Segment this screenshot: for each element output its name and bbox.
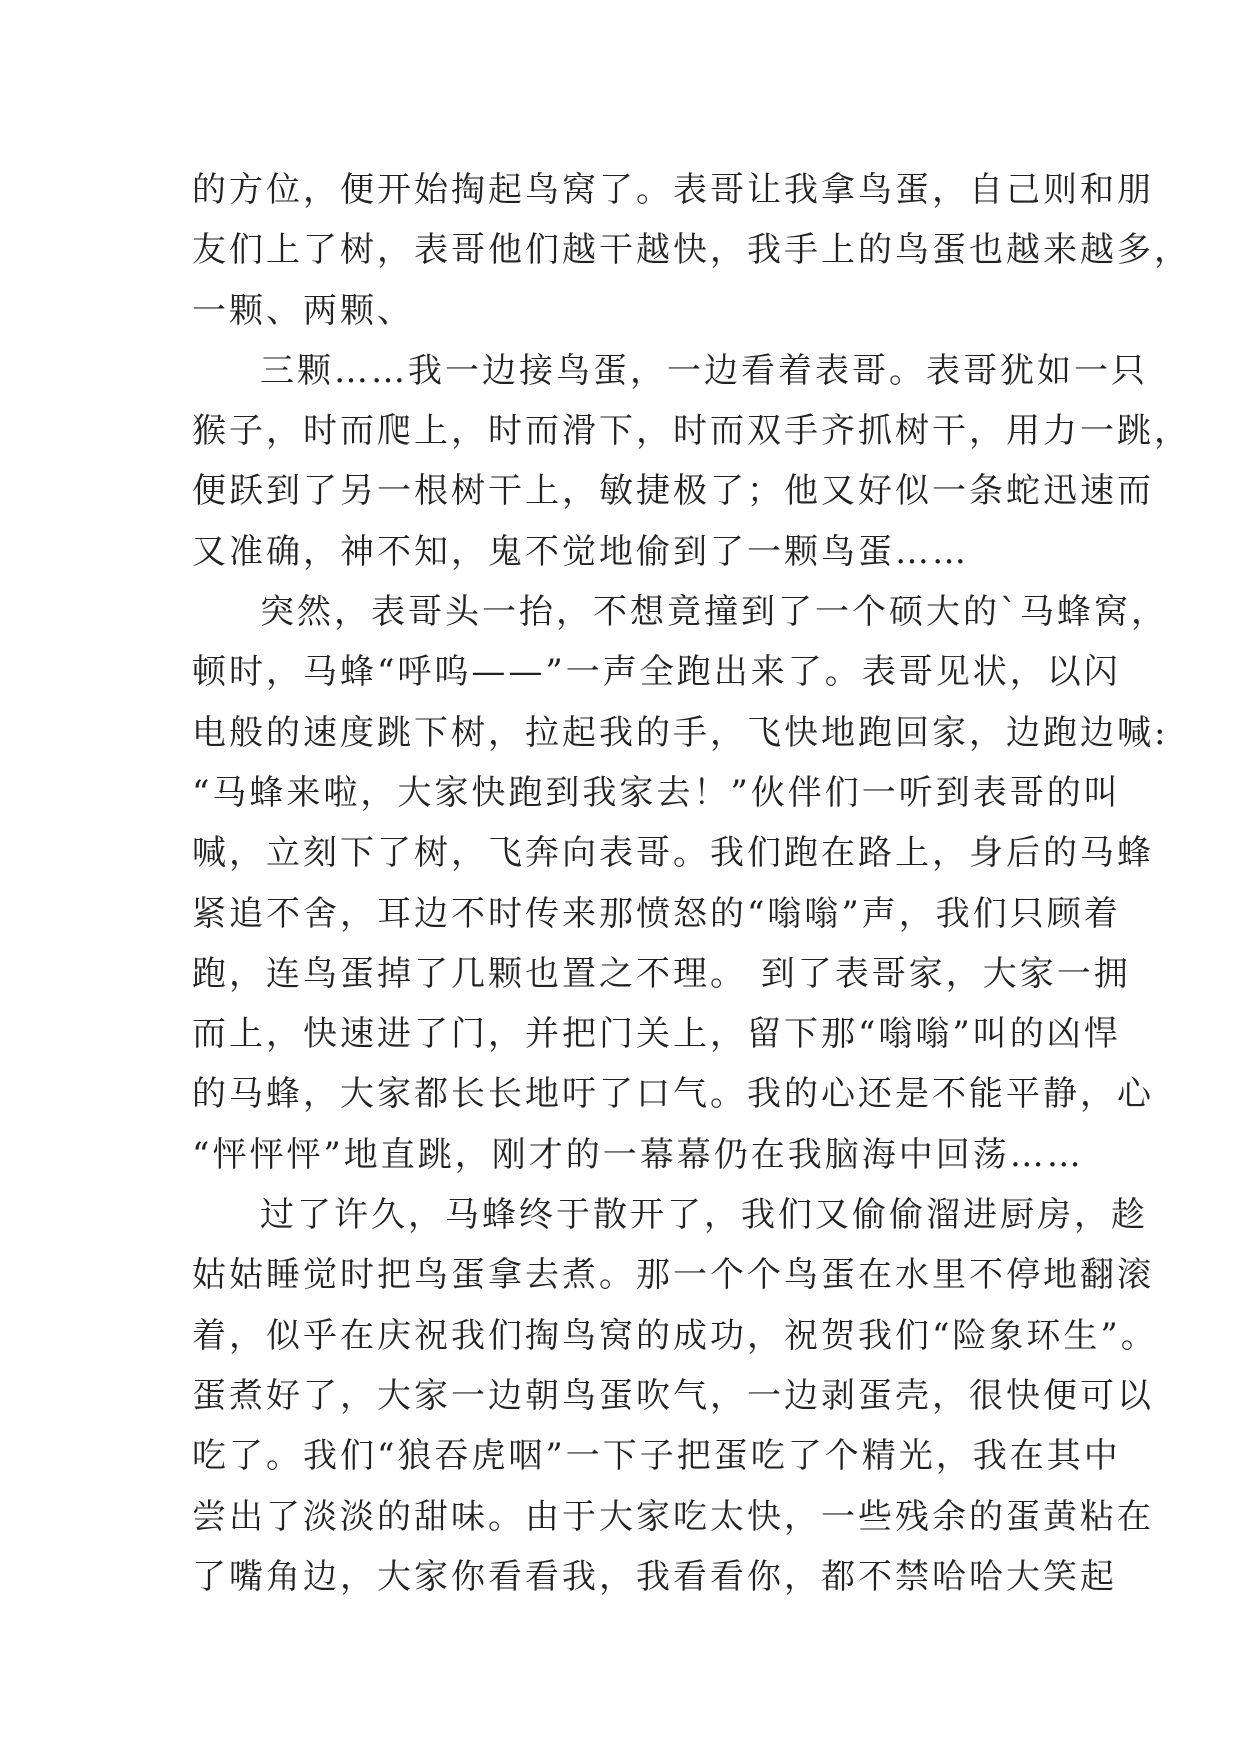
text-line: 了嘴角边，大家你看看我，我看看你，都不禁哈哈大笑起 [192, 1556, 1117, 1597]
text-line: 便跃到了另一根树干上，敏捷极了；他又好似一条蛇迅速而 [192, 471, 1154, 512]
text-line: 猴子，时而爬上，时而滑下，时而双手齐抓树干，用力一跳， [192, 411, 1191, 452]
text-line: 吃了。我们“狼吞虎咽”一下子把蛋吃了个精光，我在其中 [192, 1436, 1121, 1477]
text-line: “马蜂来啦，大家快跑到我家去！”伙伴们一听到表哥的叫 [192, 772, 1121, 813]
paragraph-start-line: 突然，表哥头一抬，不想竟撞到了一个硕大的`马蜂窝， [260, 592, 1168, 633]
text-line: 而上，快速进了门，并把门关上，留下那“嗡嗡”叫的凶悍 [192, 1014, 1121, 1055]
paragraph-start-line: 过了许久，马蜂终于散开了，我们又偷偷溜进厨房，趁 [260, 1195, 1148, 1236]
body-text [192, 160, 1191, 1607]
text-line: 姑姑睡觉时把鸟蛋拿去煮。那一个个鸟蛋在水里不停地翻滚 [192, 1255, 1154, 1296]
text-line: 的马蜂，大家都长长地吁了口气。我的心还是不能平静，心 [192, 1074, 1154, 1115]
text-line: 紧追不舍，耳边不时传来那愤怒的“嗡嗡”声，我们只顾着 [192, 893, 1121, 934]
text-line: “怦怦怦”地直跳，刚才的一幕幕仍在我脑海中回荡…… [192, 1134, 1084, 1175]
paragraph-start-line: 三颗……我一边接鸟蛋，一边看着表哥。表哥犹如一只 [260, 350, 1148, 391]
text-line: 电般的速度跳下树，拉起我的手，飞快地跑回家，边跑边喊: [192, 712, 1169, 753]
text-line: 友们上了树，表哥他们越干越快，我手上的鸟蛋也越来越多， [192, 230, 1191, 271]
text-line: 喊，立刻下了树，飞奔向表哥。我们跑在路上，身后的马蜂 [192, 833, 1154, 874]
text-line: 蛋煮好了，大家一边朝鸟蛋吹气，一边剥蛋壳，很快便可以 [192, 1375, 1154, 1416]
text-line: 尝出了淡淡的甜味。由于大家吃太快，一些残余的蛋黄粘在 [192, 1496, 1154, 1537]
text-line: 跑，连鸟蛋掉了几颗也置之不理。 到了表哥家，大家一拥 [192, 953, 1131, 994]
text-line: 着，似乎在庆祝我们掏鸟窝的成功，祝贺我们“险象环生”。 [192, 1315, 1158, 1356]
text-line: 顿时，马蜂“呼呜——”一声全跑出来了。表哥见状，以闪 [192, 652, 1121, 693]
text-line: 又准确，神不知，鬼不觉地偷到了一颗鸟蛋…… [192, 531, 969, 572]
text-line: 一颗、两颗、 [192, 290, 414, 331]
text-line: 的方位，便开始掏起鸟窝了。表哥让我拿鸟蛋，自己则和朋 [192, 170, 1154, 210]
